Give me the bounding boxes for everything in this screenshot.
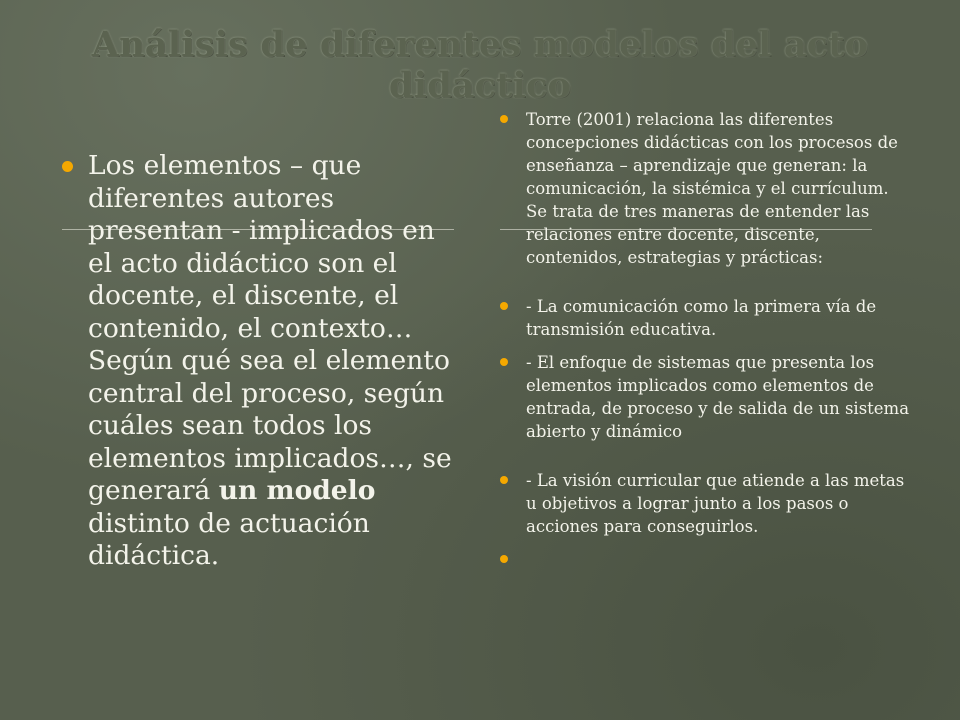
right-item-text: - La comunicación como la primera vía de transmisión educativa. — [526, 297, 877, 339]
right-bullet-item-communication — [500, 295, 910, 341]
left-paragraph-end: distinto de actuación didáctica. — [88, 507, 370, 571]
bullet-icon — [500, 555, 508, 563]
right-item-text: Torre (2001) relaciona las diferentes concepciones didácticas con los procesos de enseñanza – aprendizaje que generan: la comunicación, la sistémica y el currículum. Se trata de tres maneras de entender las relaciones entre docente, discente, contenidos, estrategias y prácticas: — [526, 110, 898, 267]
right-column — [500, 108, 910, 570]
left-emphasis-text: un modelo — [218, 475, 376, 506]
bullet-icon — [500, 302, 508, 310]
right-bullet-item-systems — [500, 351, 910, 443]
right-item-text: - El enfoque de sistemas que presenta los elementos implicados como elementos de entrada, de proceso y de salida de un sistema abierto y dinámico — [526, 353, 910, 441]
left-paragraph-text: Los elementos – que diferentes autores presentan - implicados en el acto didáctico son el docente, el discente, el contenido, el contexto… Según qué sea el elemento central del proceso, según cuáles sean todos los elementos implicados…, se generará — [88, 150, 452, 506]
right-bullet-item-intro — [500, 108, 910, 269]
bullet-icon — [500, 476, 508, 484]
right-item-text: - La visión curricular que atiende a las metas u objetivos a lograr junto a los pasos o acciones para conseguirlos. — [526, 471, 905, 536]
bullet-icon — [500, 115, 508, 123]
right-bullet-item-empty — [500, 548, 910, 570]
slide-title: Análisis de diferentes modelos del acto didáctico — [91, 24, 869, 106]
left-column — [62, 150, 467, 573]
bullet-icon — [62, 161, 73, 172]
right-bullet-item-curriculum — [500, 469, 910, 538]
bullet-icon — [500, 358, 508, 366]
left-bullet-item — [62, 150, 467, 573]
